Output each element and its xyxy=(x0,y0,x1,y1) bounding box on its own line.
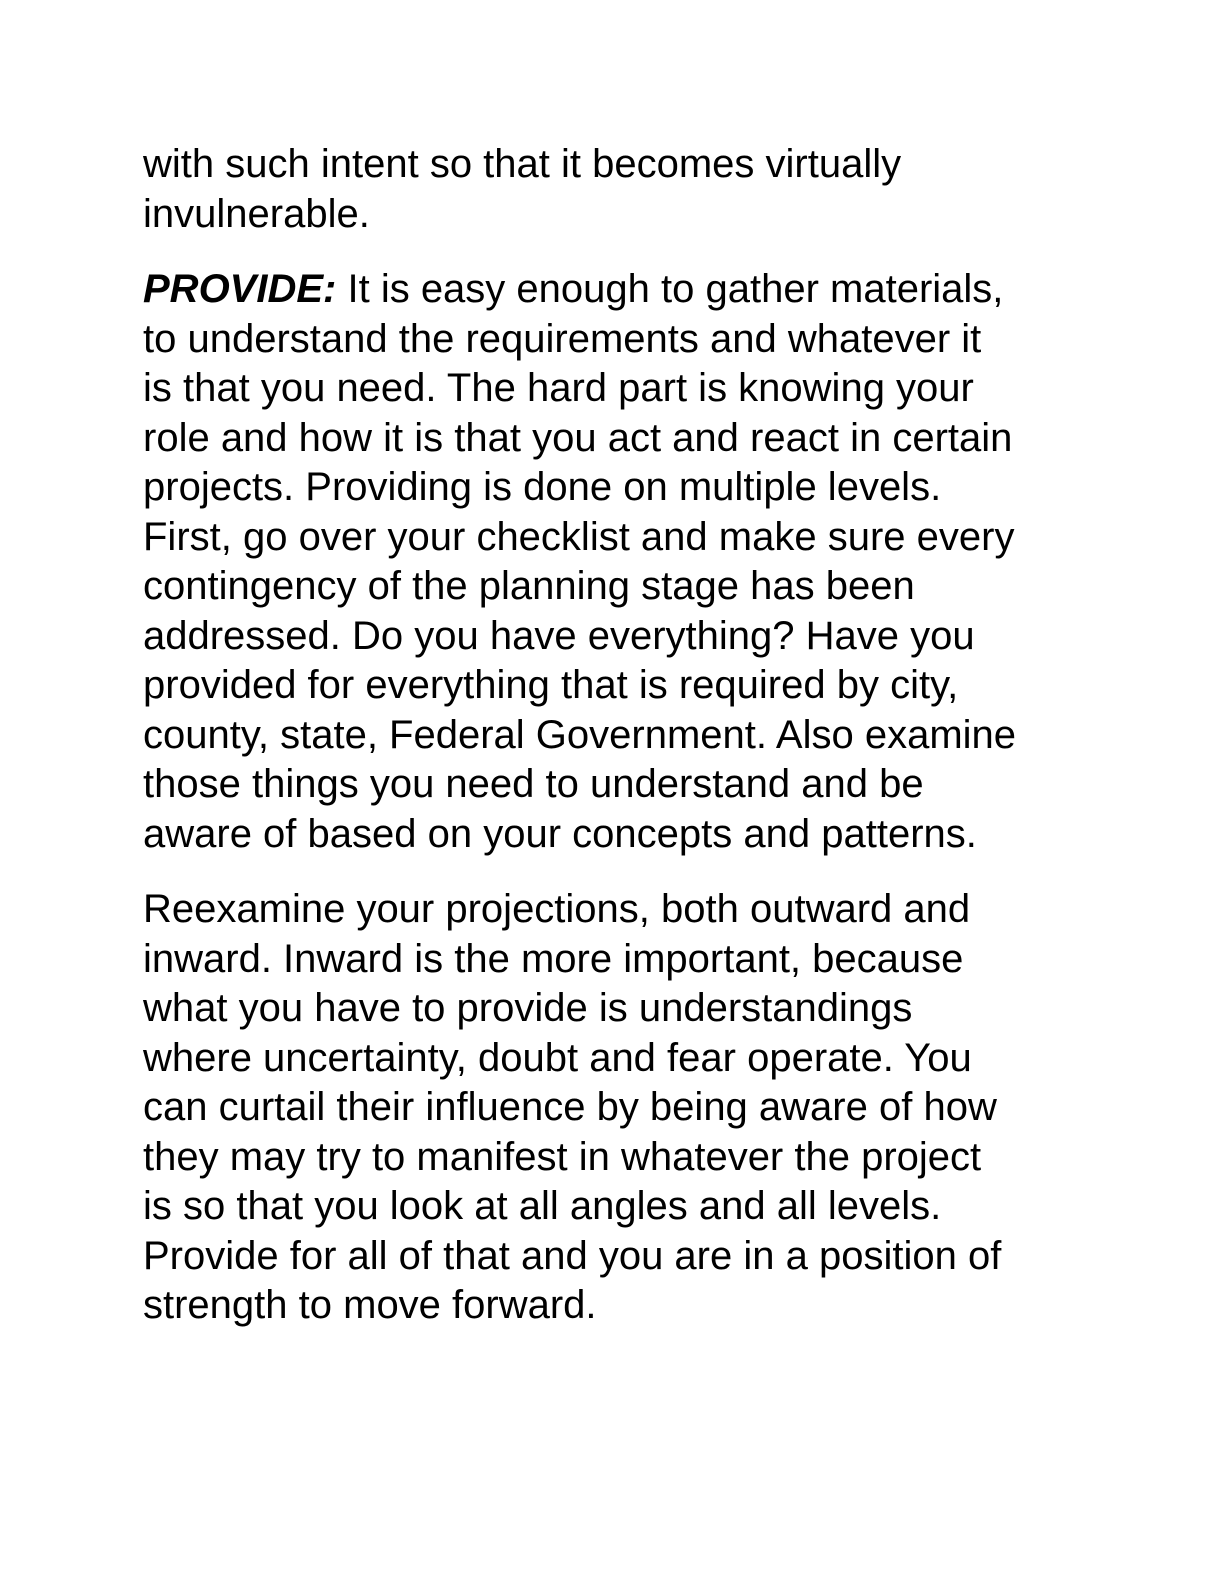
text-line: where uncertainty, doubt and fear operate. You xyxy=(143,1035,972,1080)
text-line: is that you need. The hard part is knowing your xyxy=(143,366,974,410)
text-line: aware of based on your concepts and patterns. xyxy=(143,811,977,856)
text-line: First, go over your checklist and make sure every xyxy=(143,514,1015,559)
text-line: they may try to manifest in whatever the project xyxy=(143,1134,982,1179)
text-line: contingency of the planning stage has been xyxy=(143,564,915,608)
text-line: to understand the requirements and whatever it xyxy=(143,316,982,361)
text-line: provided for everything that is required by city, xyxy=(143,663,959,707)
page-body xyxy=(143,140,1078,1357)
text-line: those things you need to understand and be xyxy=(143,762,924,806)
text-line: what you have to provide is understandings xyxy=(143,986,913,1030)
text-fragment: It is easy enough to gather materials, xyxy=(336,267,1004,311)
text-line: addressed. Do you have everything? Have you xyxy=(143,613,975,658)
paragraph-continuation xyxy=(143,140,1078,239)
text-line: county, state, Federal Government. Also examine xyxy=(143,712,1017,757)
text-line xyxy=(143,265,1078,315)
text-line: projects. Providing is done on multiple levels. xyxy=(143,465,942,509)
text-line: inward. Inward is the more important, because xyxy=(143,936,964,981)
text-line: Reexamine your projections, both outward and xyxy=(143,887,971,931)
text-line: can curtail their influence by being aware of how xyxy=(143,1085,997,1129)
text-line: with such intent so that it becomes virtually xyxy=(143,142,902,186)
text-line: invulnerable. xyxy=(143,191,370,236)
text-line: Provide for all of that and you are in a position of xyxy=(143,1233,1002,1278)
paragraph-reexamine xyxy=(143,885,1078,1331)
text-line: is so that you look at all angles and all levels. xyxy=(143,1184,942,1228)
provide-heading: PROVIDE: xyxy=(143,267,337,311)
text-line: role and how it is that you act and react in certain xyxy=(143,415,1013,460)
paragraph-provide xyxy=(143,265,1078,859)
text-line: strength to move forward. xyxy=(143,1283,597,1327)
